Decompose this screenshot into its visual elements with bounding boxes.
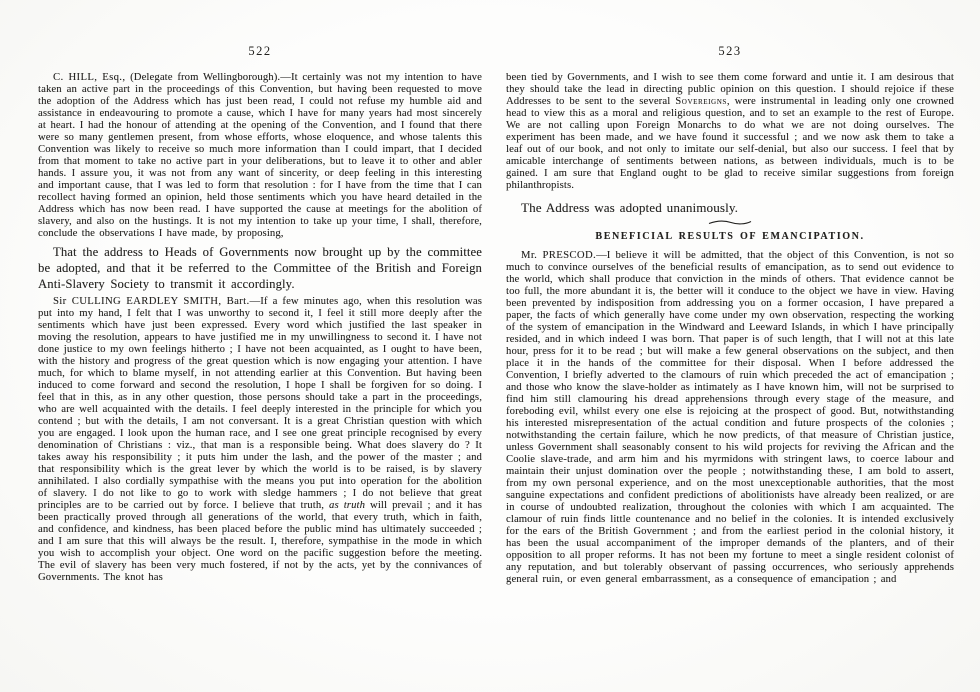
page-body-left (38, 72, 482, 584)
paragraph (38, 72, 482, 240)
speaker-name: Mr. PRESCOD. (521, 250, 597, 261)
text-run: will prevail ; and it has been practically proved through all generations of the world, that every truth, which in faith, and confidence, and kindness, has been placed before the public mind has ultimately succeeded ; and I am sure that this will always be the result. I, therefore, sympathise in the mode in which you wish to accomplish your object. One word on the pacific suggestion before the meeting. The evil of slavery has been very much fostered, if not by the acts, yet by the connivances of Governments. The knot has (38, 500, 482, 584)
emphasis-text: as truth (329, 500, 366, 512)
text-run: been tied by Governments, and I wish to see them come forward and untie it. I am desirous that they should take the lead in directing public opinion on this question. I should rejoice if these Addresses to be sent to the several (506, 72, 954, 107)
text-run: That the address to Heads of Governments now brought up by the committee be adopted, and that it be referred to the Committee of the British and Foreign Anti-Slavery Society to transmit it accordingly. (38, 245, 482, 291)
text-run: , were instrumental in leading only one crowned head to view this as a moral and religious question, and to set an example to the rest of Europe. We are not calling upon Foreign Monarchs to do what we are not doing ourselves. The experiment has been made, and we have found it successful ; and we now ask them to take a leaf out of our book, and not only to imitate our self-denial, but also our success. I feel that by amicable interchange of sentiments between nations, as between individuals, much is to be gained. I am sure that England ought to be glad to receive similar suggestions from foreign philanthropists. (506, 96, 954, 191)
page-522 (38, 0, 482, 692)
speaker-name: C. HILL, Esq., (53, 72, 126, 83)
resolution-paragraph (38, 245, 482, 292)
page-body-right (506, 72, 954, 586)
text-run: BENEFICIAL RESULTS OF EMANCIPATION. (595, 231, 865, 242)
text-run: The Address was adopted unanimously. (521, 200, 739, 215)
paragraph-continuation (506, 72, 954, 192)
page-number-right: 523 (718, 44, 742, 58)
speaker-name: Sir CULLING EARDLEY SMITH, Bart. (53, 296, 250, 308)
section-divider-rule (506, 218, 954, 227)
page-523 (506, 0, 954, 692)
smallcaps-text: Sovereigns (675, 96, 727, 107)
paragraph (38, 296, 482, 584)
adoption-statement (506, 200, 954, 216)
section-heading (506, 231, 954, 243)
text-run: —If a few minutes ago, when this resolution was put into my hand, I felt that I was unworthy to second it, I feel it still more deeply after the sentiments which have just been expressed. Every word which justified the last speaker in moving the resolution, appears to have justified me in my unwillingness to second it. I have not done justice to my own feelings hitherto ; I have not been acquainted, as I ought to have been, with the history and progress of the great question which is now engaging your attention. I have much, for which to blame myself, in not attending earlier at this Convention. But having been induced to come forward and second the resolution, I hope I shall be forgiven for so doing. I feel that in this, as in any other question, those persons should take a part in the proceedings, who are well acquainted with the details. I feel deeply interested in the principle for which you contend ; but with the details, I am not conversant. It is a great Christian question with which you are engaged. I look upon the human race, and I see one great principle recognised by every denomination of Christians : viz., that man is a responsible being. What does slavery do ? It takes away his responsibility ; it puts him under the lash, and the power of the master ; and that responsibility which is the great lever by which the world is to be raised, is by slavery annihilated. I also cordially sympathise with the means you put into operation for the abolition of slavery. I do not like to go to work with sledge hammers ; I do not believe that great principles are to be carried out by force. I believe that truth, (38, 296, 482, 512)
paragraph (506, 250, 954, 586)
page-number-left: 522 (248, 44, 272, 58)
text-run: —I believe it will be admitted, that the object of this Convention, is not so much to convince ourselves of the beneficial results of emancipation, as to send out evidence to the world, which shall produce that conviction in the minds of others. That evidence cannot be too full, the more abundant it is, the better will it conduce to the object we have in view. Having been prevented by indisposition from addressing you on a former occasion, I have prepared a paper, the facts of which generally have come under my own observation, respecting the working of the system of emancipation in the Windward and Leeward Islands, in which I have principally resided, and in which indeed I was born. That paper is of such length, that I will not at this late hour, press for it to be read ; but will make a few general observations on the subject, and then place it in the hands of the committee for their disposal. When I before addressed the Convention, I briefly adverted to the clamours of ruin which preceded the act of emancipation ; and those who know the slave-holder as intimately as I have known him, will not be surprised to find him still clamouring his dread apprehensions through every stage of the measure, and foreboding evil, whilst every one else is rejoicing at the prospect of good. But, notwithstanding his interested misrepresentation of the actual condition and future prospects of the colonies ; notwithstanding the certain failure, which he now predicts, of that measure of Christian justice, unless Government shall seasonably consent to his wild projects for reviving the African and the Coolie slave-trade, and arm him and his myrmidons with stringent laws, to coerce labour and maintain their unjust domination over the people ; notwithstanding these, I am bold to assert, from my own personal experience, and on the most unexceptionable authorities, that the most sanguine expectations and confident predictions of abolitionists have already been realized, or are in course of undoubted realization, throughout the colonies with which I am acquainted. The clamour of ruin finds little countenance and no belief in the colonies. It is intended exclusively for the ears of the British Government ; and from the earliest period in the colonial history, it has been the usual accompaniment of the improper demands of the planters, and of their opposition to all proper reforms. It has not been my fortune to meet a single resident colonist of any reputation, and but tolerably observant of passing occurrences, who seriously apprehends general ruin, or even general embarrassment, as a consequence of emancipation ; and (506, 250, 955, 585)
text-run: (Delegate from Wellingborough).—It certainly was not my intention to have taken an active part in the proceedings of this Convention, but having been requested to move the adoption of the Address which has just been read, I could not refuse my humble aid and assistance in endeavouring to promote a cause, which I have for many years had most sincerely at heart. I had the honour of attending at the opening of the Convention, and I found that there were so many gentlemen present, from whose efforts, whose eloquence, and whose talents this Convention was likely to receive so much more information than I could impart, that I decided from that moment to take no active part in your deliberations, but to leave it to other and abler hands. I assure you, it was not from any want of sincerity, or deep feeling in this interesting and important cause, that I was led to form that resolution : for I have from the time that I can recollect having formed an opinion, held those sentiments which you have heard detailed in the Address which has now been read. I have supported the cause at meetings for the abolition of slavery, and also on the hustings. It is not my intention to take up your time, I shall, therefore, conclude the observations I have made, by proposing, (38, 72, 482, 239)
